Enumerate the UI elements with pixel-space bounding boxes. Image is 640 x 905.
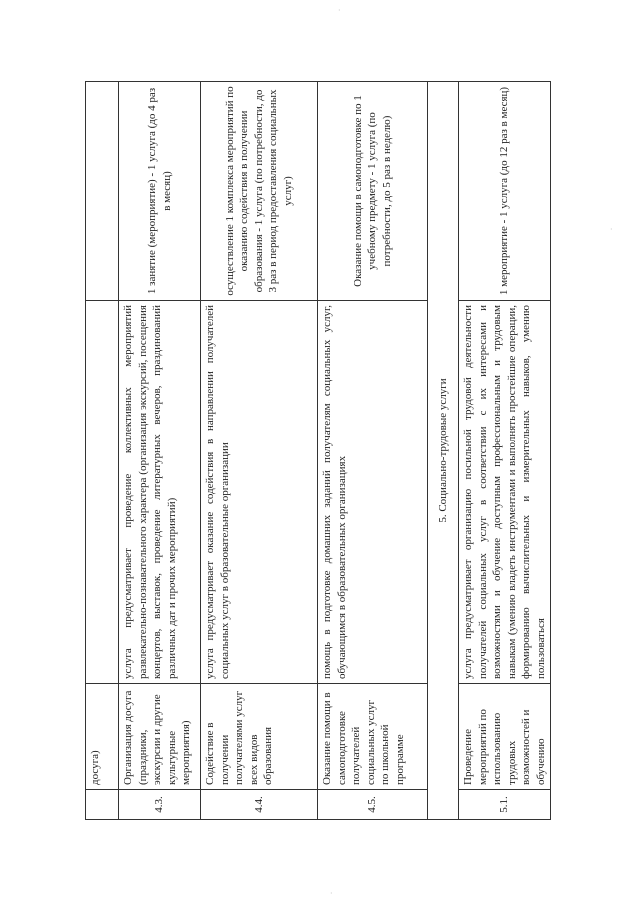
service-description: услуга предусматривает проведение коллективных мероприятий развлекательно-познавательного характера (организация экскурсий, посещения концертов, выставок, проведение литературных вечеров, праздинований различных дат и прочих мероприятий) [119,301,201,684]
service-name-fragment: досуга) [86,684,119,790]
scan-noise-dot: · [610,225,613,234]
section-title: 5. Социально-трудовые услуги [428,82,459,820]
service-volume: 1 занятие (мероприятие) - 1 услуга (до 4 раз в месяц) [119,82,201,301]
empty-cell [86,790,119,820]
service-description: услуга предусматривает организацию посильной трудовой деятельности получателей социальных услуг в соответствии с их интересами и возможностями и обучение доступным профессиональным и трудовым навыкам (умению владеть инструментами и выполнять простейшие операции, формированию вычислительных и измерительных навыков, умению пользоваться [459,301,551,684]
service-name: Проведение мероприятий по использованию трудовых возможностей и обучению [459,684,551,790]
row-number: 5.1. [459,790,551,820]
service-name: Содействие в получении получателями услуг всех видов образования [201,684,318,790]
row-number: 4.4. [201,790,318,820]
empty-cell [86,301,119,684]
table-row [201,82,318,820]
social-services-table [85,81,551,820]
table-row [86,82,119,820]
rotated-document-page [85,82,545,820]
empty-cell [86,82,119,301]
service-volume: Оказание помощи в самоподготовке по 1 учебному предмету - 1 услуга (по потребности, до 5 раз в неделю) [318,82,428,301]
service-description: услуга предусматривает оказание содействия в направлении получателей социальных услуг в образовательные организации [201,301,318,684]
scan-noise-dot: · [330,889,333,898]
table-row [318,82,428,820]
scan-noise-dot: · [338,6,341,15]
table-row [459,82,551,820]
service-name: Оказание помощи в самоподготовке получателей социальных услуг по школьной программе [318,684,428,790]
table-row [119,82,201,820]
service-description: помощь в подготовке домашних заданий получателям социальных услуг, обучающимся в образовательных организациях [318,301,428,684]
row-number: 4.5. [318,790,428,820]
service-name: Организация досуга (праздники, экскурсии и другие культурные мероприятия) [119,684,201,790]
section-header-row [428,82,459,820]
service-volume: 1 мероприятие - 1 услуга (до 12 раз в месяц) [459,82,551,301]
row-number: 4.3. [119,790,201,820]
service-volume: осуществление 1 комплекса мероприятий по оказанию содействия в получении образования - 1 услуга (по потребности, до 3 раз в период предоставления социальных услуг) [201,82,318,301]
